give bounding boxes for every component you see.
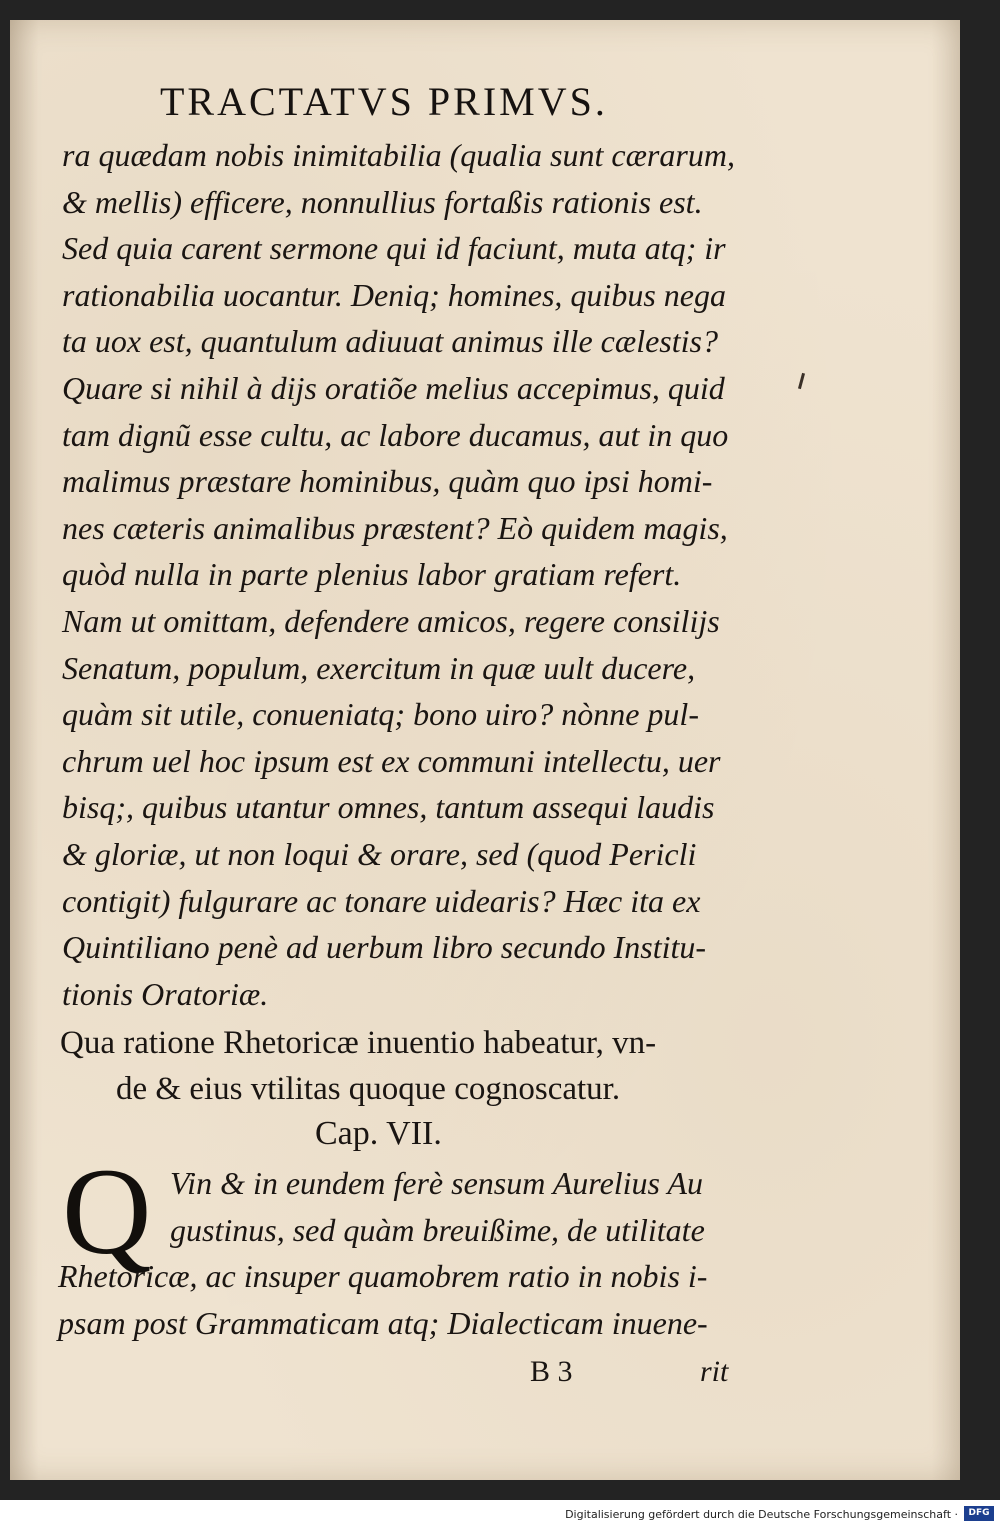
text-line: ta uox est, quantulum adiuuat animus ille cælestis?: [62, 323, 718, 360]
text-line: tionis Oratoriæ.: [62, 975, 269, 1012]
text-line: malimus præstare hominibus, quàm quo ipsi homi-: [62, 463, 713, 500]
text-line: Rhetoricæ, ac insuper quamobrem ratio in nobis i-: [58, 1258, 708, 1294]
text-line: Nam ut omittam, defendere amicos, regere consilijs: [62, 602, 720, 639]
text-line: contigit) fulgurare ac tonare uidearis? Hæc ita ex: [62, 882, 701, 919]
footer-credit: Digitalisierung gefördert durch die Deutsche Forschungsgemeinschaft ·: [565, 1508, 958, 1521]
text-line: Quare si nihil à dijs oratiõe melius accepimus, quid: [62, 369, 725, 406]
text-line: ra quædam nobis inimitabilia (qualia sunt cærarum,: [62, 137, 735, 173]
chapter-heading-line: Qua ratione Rhetoricæ inuentio habeatur, vn-: [60, 1025, 657, 1061]
text-line: quòd nulla in parte plenius labor gratiam refert.: [62, 556, 682, 593]
text-line: & mellis) efficere, nonnullius fortaßis rationis est.: [62, 183, 703, 220]
text-line: quàm sit utile, conueniatq; bono uiro? nònne pul-: [62, 696, 699, 733]
chapter-number: Cap. VII.: [315, 1115, 442, 1152]
dfg-logo: DFG: [964, 1506, 994, 1521]
paragraph-continuation: [58, 1253, 778, 1346]
body-paragraph: [62, 132, 762, 1017]
text-line: Quintiliano penè ad uerbum libro secundo Institu-: [62, 929, 707, 966]
text-line: bisq;, quibus utantur omnes, tantum assequi laudis: [62, 789, 715, 826]
text-line: nes cæteris animalibus præstent? Eò quidem magis,: [62, 509, 728, 546]
signature-mark: B 3: [530, 1355, 573, 1388]
footer-bar: [0, 1500, 1000, 1527]
text-line: Sed quia carent sermone qui id faciunt, muta atq; ir: [62, 230, 726, 267]
running-header: TRACTATVS PRIMVS.: [160, 79, 608, 124]
text-line: chrum uel hoc ipsum est ex communi intellectu, uer: [62, 742, 721, 779]
catchword: rit: [700, 1355, 729, 1388]
text-line: & gloriæ, ut non loqui & orare, sed (quod Pericli: [62, 835, 697, 872]
chapter-heading-line: de & eius vtilitas quoque cognoscatur.: [116, 1071, 621, 1107]
text-line: rationabilia uocantur. Deniq; homines, quibus nega: [62, 276, 726, 313]
drop-cap: Q: [62, 1143, 152, 1280]
text-line: tam dignũ esse cultu, ac labore ducamus, aut in quo: [62, 416, 729, 453]
text-line: Senatum, populum, exercitum in quæ uult ducere,: [62, 649, 696, 686]
text-line: Vin & in eundem ferè sensum Aurelius Au: [170, 1165, 703, 1201]
chapter-heading: [60, 1020, 760, 1112]
text-line: gustinus, sed quàm breuißime, de utilitate: [170, 1211, 705, 1248]
text-line: psam post Grammaticam atq; Dialecticam inuene-: [58, 1304, 708, 1341]
drop-cap-paragraph: [170, 1160, 770, 1253]
